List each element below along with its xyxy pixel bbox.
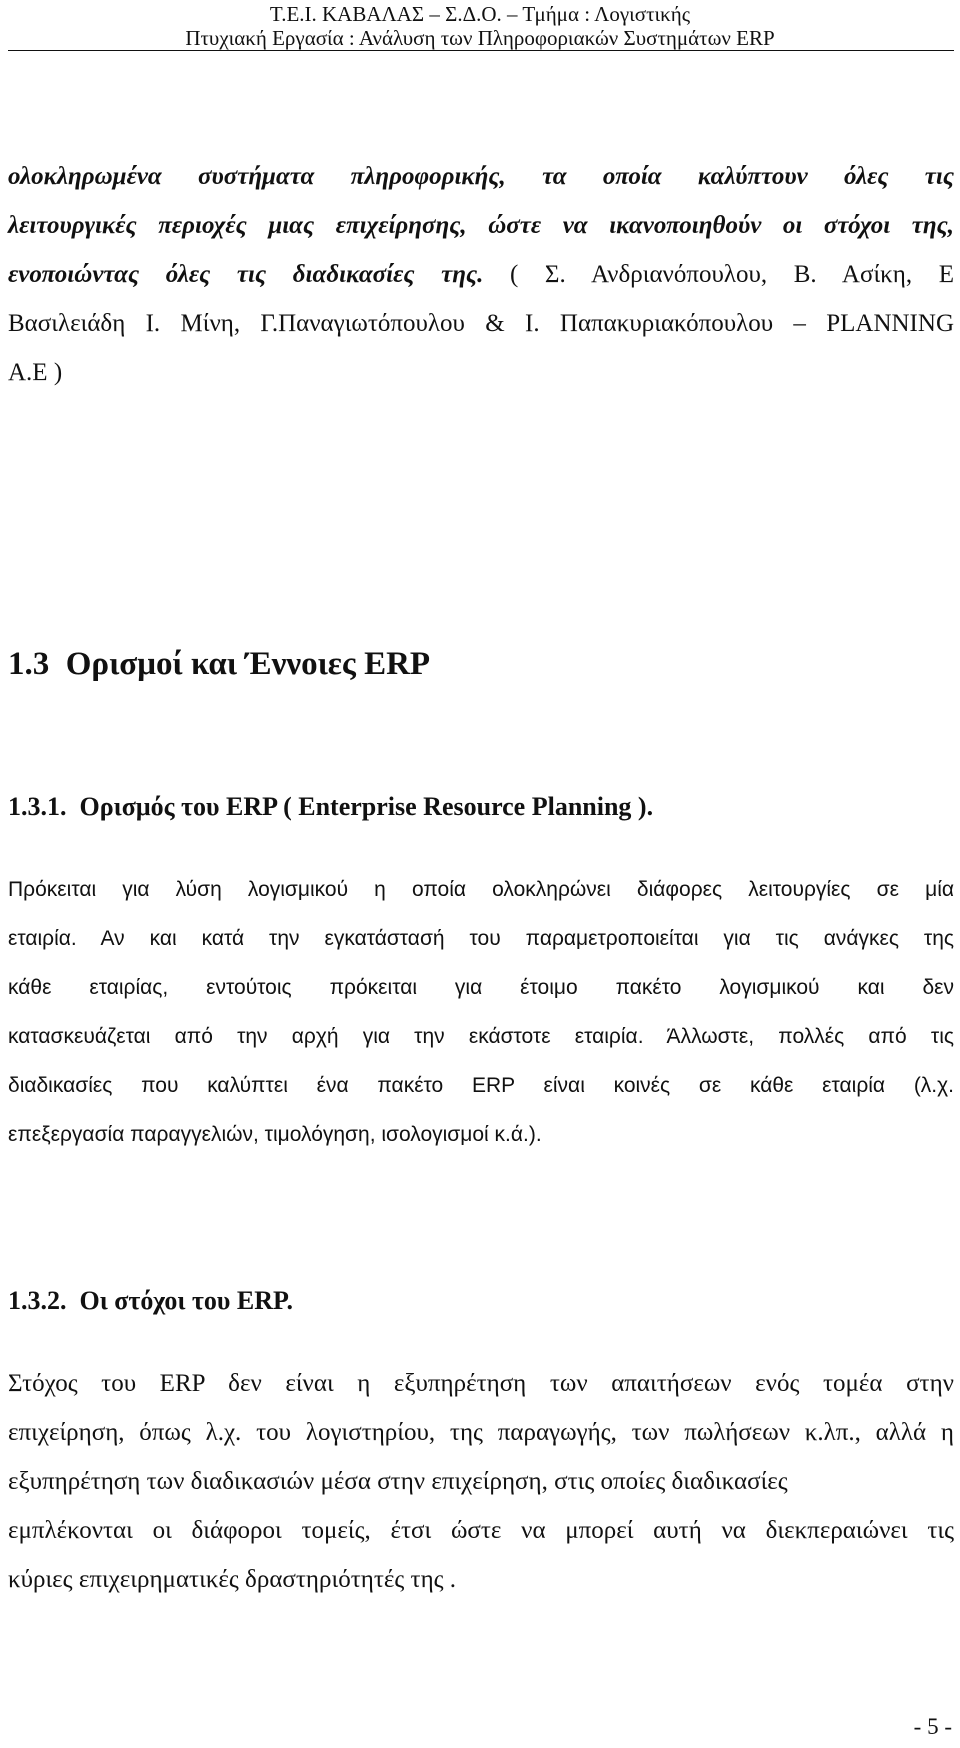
intro-bold-fragment: ενοποιώντας όλες τις διαδικασίες της. — [8, 261, 484, 288]
subsection-number: 1.3.1. — [8, 792, 67, 821]
intro-line-5: Α.Ε ) — [8, 359, 63, 386]
intro-line-2: λειτουργικές περιοχές μιας επιχείρησης, ώστε να ικανοποιηθούν οι στόχοι της, — [8, 212, 954, 239]
subsection-title: Οι στόχοι του ERP. — [79, 1286, 294, 1315]
subsection-heading-1-3-2 — [8, 1286, 954, 1316]
subsection-heading-1-3-1 — [8, 792, 954, 822]
running-header — [0, 2, 960, 50]
intro-line-3 — [8, 250, 954, 299]
paragraph-line: κατασκευάζεται από την αρχή για την εκάστοτε εταιρία. Άλλωστε, πολλές από τις — [8, 1025, 954, 1048]
paragraph-line: διαδικασίες που καλύπτει ένα πακέτο ERP είναι κοινές σε κάθε εταιρία (λ.χ. — [8, 1074, 954, 1097]
header-divider — [8, 50, 954, 51]
paragraph-line: εμπλέκονται οι διάφοροι τομείς, έτσι ώστε να μπορεί αυτή να διεκπεραιώνει τις — [8, 1517, 954, 1544]
section-heading-1-3 — [8, 646, 954, 683]
paragraph-line: επεξεργασία παραγγελιών, τιμολόγηση, ισολογισμοί κ.ά.). — [8, 1123, 542, 1146]
header-line-1: Τ.Ε.Ι. ΚΑΒΑΛΑΣ – Σ.Δ.Ο. – Τμήμα : Λογιστικής — [269, 2, 691, 26]
page-number: - 5 - — [913, 1714, 952, 1739]
subsection-number: 1.3.2. — [8, 1286, 67, 1315]
intro-line-4: Βασιλειάδη Ι. Μίνη, Γ.Παναγιωτόπουλου & Ι. Παπακυριακόπουλου – PLANNING — [8, 310, 954, 337]
paragraph-line: Πρόκειται για λύση λογισμικού η οποία ολοκληρώνει διάφορες λειτουργίες σε μία — [8, 878, 954, 901]
intro-citation-start: ( Σ. Ανδριανόπουλου, Β. Ασίκη, Ε — [483, 261, 954, 288]
section-title: Ορισμοί και Έννοιες ERP — [65, 646, 431, 682]
section-number: 1.3 — [8, 646, 50, 682]
header-line-2: Πτυχιακή Εργασία : Ανάλυση των Πληροφοριακών Συστημάτων ERP — [185, 26, 775, 50]
goals-paragraph — [8, 1359, 954, 1604]
paragraph-line: επιχείρηση, όπως λ.χ. του λογιστηρίου, της παραγωγής, των πωλήσεων κ.λπ., αλλά η — [8, 1419, 954, 1446]
intro-citation — [8, 299, 954, 397]
intro-paragraph — [8, 152, 954, 397]
paragraph-line: εξυπηρέτηση των διαδικασιών μέσα στην επιχείρηση, στις οποίες διαδικασίες — [8, 1468, 788, 1495]
paragraph-line: εταιρία. Αν και κατά την εγκατάστασή του παραμετροποιείται για τις ανάγκες της — [8, 927, 954, 950]
paragraph-line: κάθε εταιρίας, εντούτοις πρόκειται για έτοιμο πακέτο λογισμικού και δεν — [8, 976, 954, 999]
paragraph-line: κύριες επιχειρηματικές δραστηριότητές της . — [8, 1566, 457, 1593]
subsection-title: Ορισμός του ERP ( Enterprise Resource Planning ). — [79, 792, 654, 821]
intro-line-1: ολοκληρωμένα συστήματα πληροφορικής, τα οποία καλύπτουν όλες τις — [8, 163, 954, 190]
paragraph-line: Στόχος του ERP δεν είναι η εξυπηρέτηση των απαιτήσεων ενός τομέα στην — [8, 1370, 954, 1397]
definition-paragraph — [8, 865, 954, 1159]
